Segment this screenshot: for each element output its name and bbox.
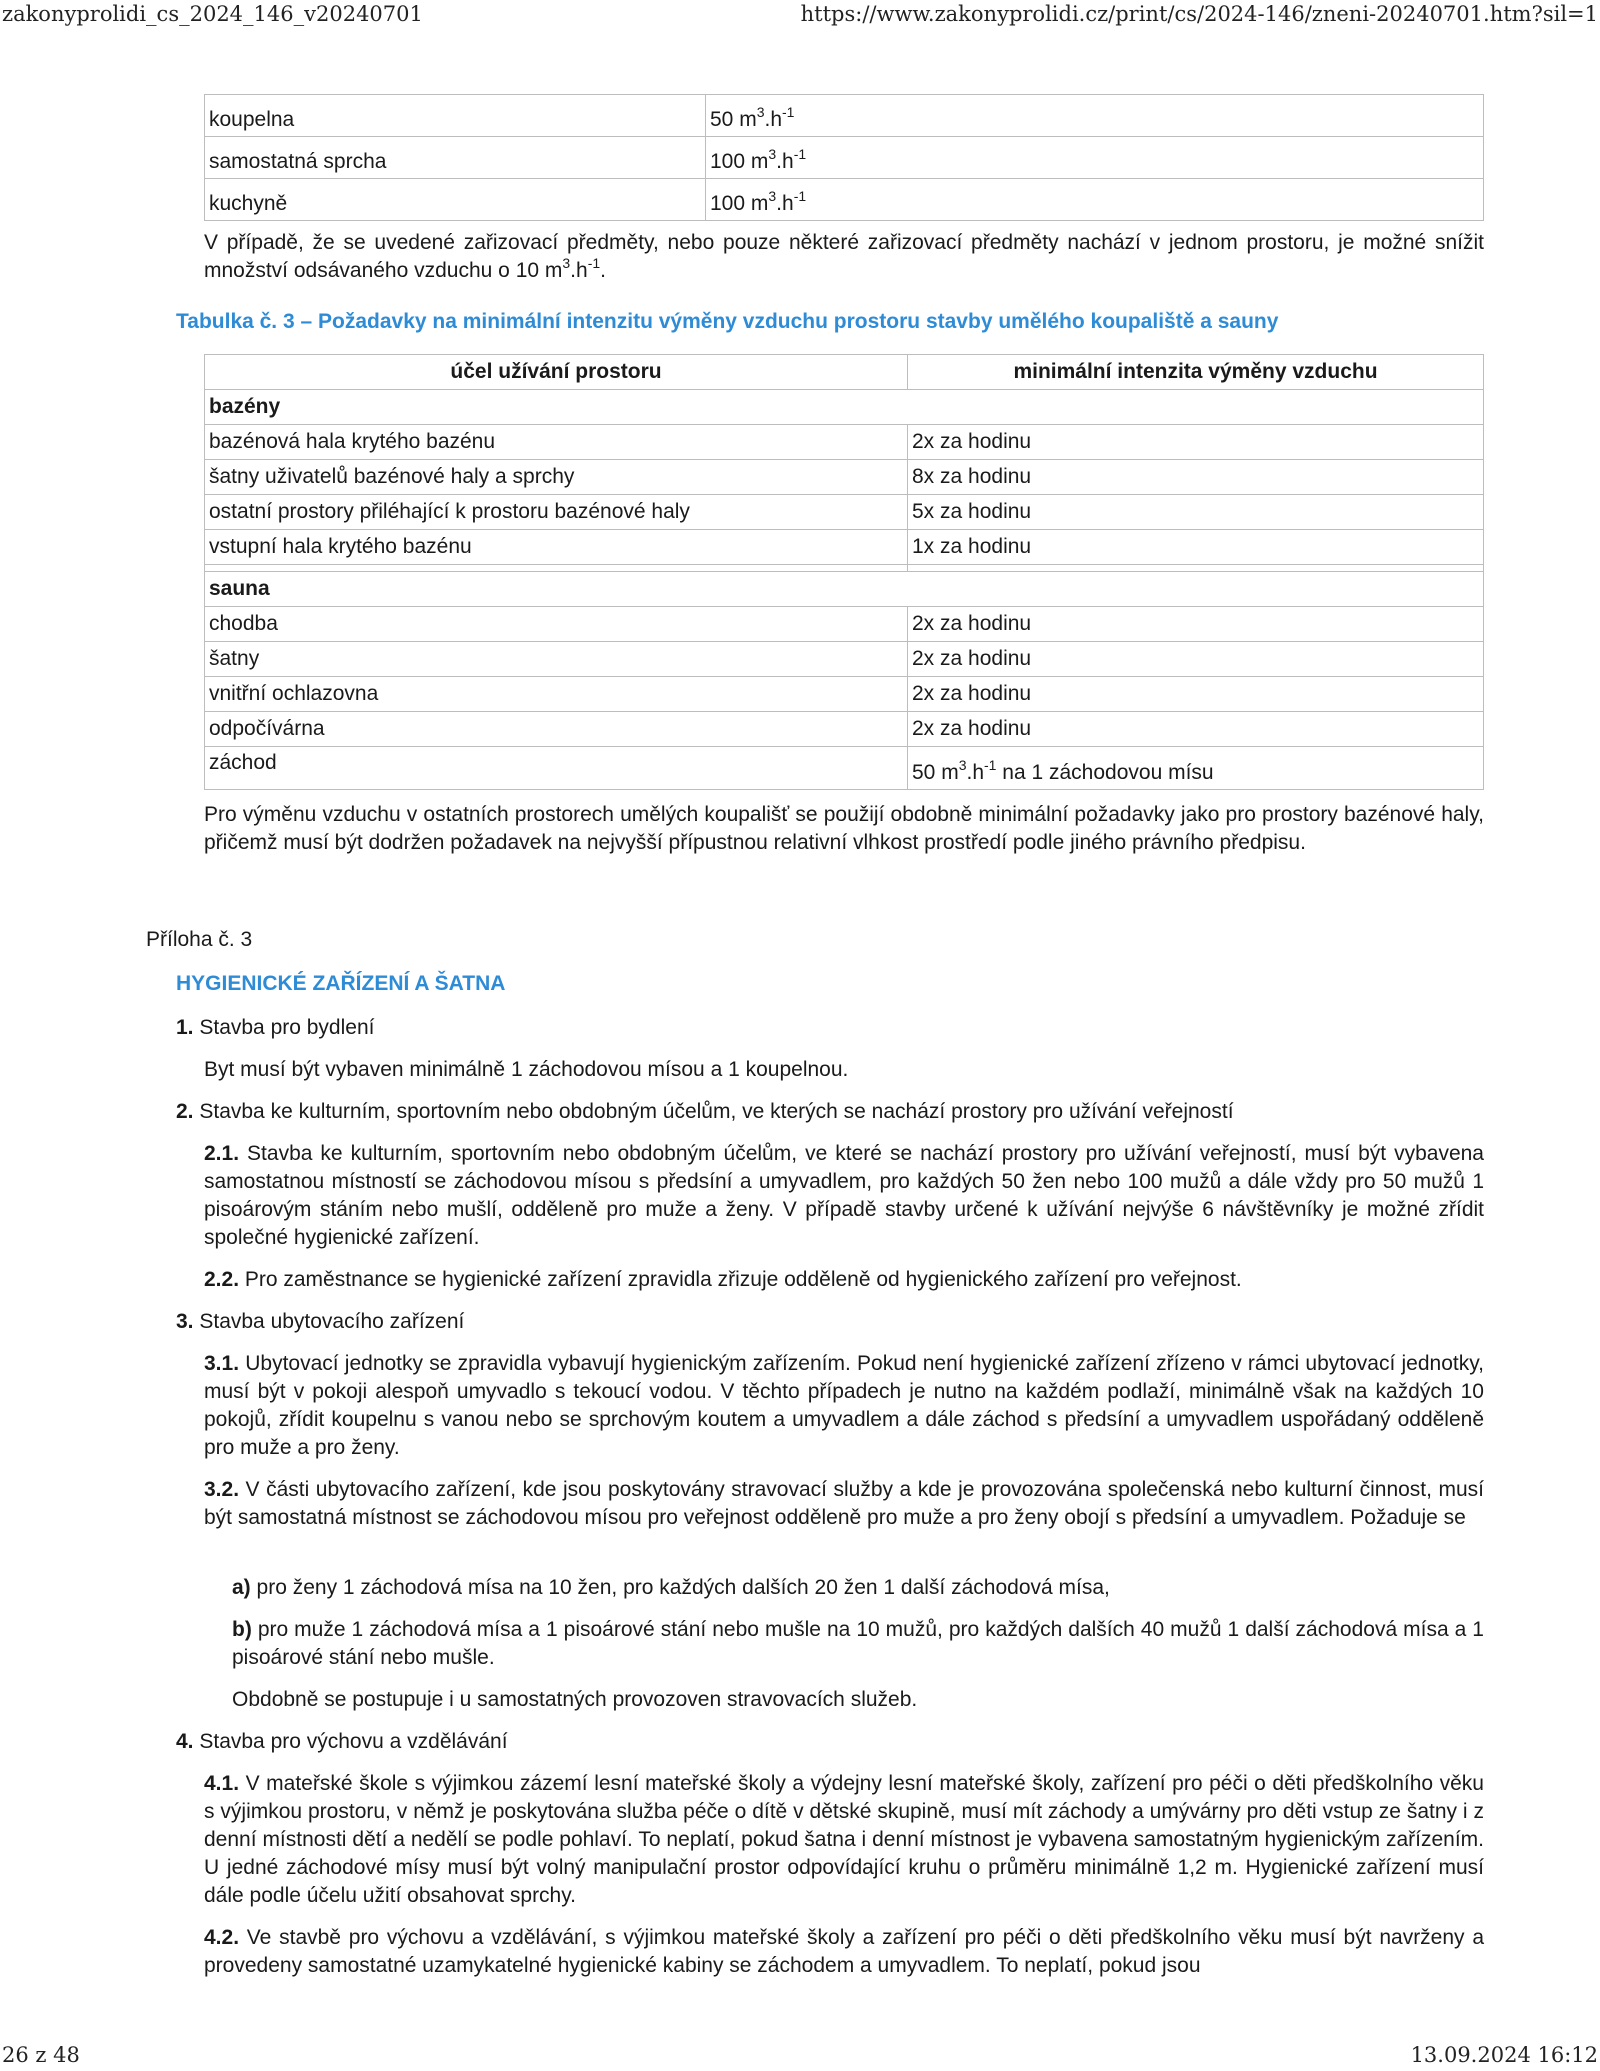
paragraph-4-2: 4.2. Ve stavbě pro výchovu a vzdělávání, s výjimkou mateřské školy a zařízení pro péči o děti předškolního věku musí být navrženy a provedeny samostatné uzamykatelné hygienické kabiny se záchodem a umyvadlem. To neplatí, pokud jsou	[204, 1926, 1484, 1977]
print-header-url: https://www.zakonyprolidi.cz/print/cs/2024-146/zneni-20240701.htm?sil=1	[800, 2, 1598, 26]
table-caption: Tabulka č. 3 – Požadavky na minimální intenzitu výměny vzduchu prostoru stavby umělého koupaliště a sauny	[176, 310, 1279, 333]
table-cell-label: koupelna	[205, 95, 706, 137]
table-cell-label: šatny	[205, 642, 908, 677]
table-cell-value: 100 $m^3.h^{-1}$	[706, 137, 1484, 179]
table-row	[205, 712, 1484, 747]
table-cell-value: 2x za hodinu	[908, 712, 1484, 747]
paragraph-4-1: 4.1. V mateřské škole s výjimkou zázemí lesní mateřské školy a výdejny lesní mateřské školy, zařízení pro péči o děti předškolního věku s výjimkou prostoru, v němž je poskytována služba péče o dítě v dětské skupině, musí mít záchody a umývárny pro děti vstup ze šatny i z denní místnosti dětí a nedělí se podle pohlaví. To neplatí, pokud šatna i denní místnost je vybavena samostatným hygienickým zařízením. U jedné záchodové mísy musí být volný manipulační prostor odpovídající kruhu o průměru minimálně 1,2 m. Hygienické zařízení musí dále podle účelu užití obsahovat sprchy.	[204, 1772, 1484, 1907]
table-cell-label: chodba	[205, 607, 908, 642]
section-4-heading: 4. Stavba pro výchovu a vzdělávání	[176, 1730, 508, 1753]
note-other-spaces: Pro výměnu vzduchu v ostatních prostorech umělých koupališť se použijí obdobně minimální požadavky jako pro prostory bazénové haly, přičemž musí být dodržen požadavek na nejvyšší přípustnou relativní vlhkost prostředí podle jiného právního předpisu.	[204, 803, 1484, 854]
section-1-heading: 1. Stavba pro bydlení	[176, 1016, 375, 1039]
table-cell-value: 2x za hodinu	[908, 642, 1484, 677]
table-cell-value: 8x za hodinu	[908, 460, 1484, 495]
table-cell-value: 1x za hodinu	[908, 530, 1484, 565]
paragraph-2-2: 2.2. Pro zaměstnance se hygienické zařízení zpravidla zřizuje odděleně od hygienického zařízení pro veřejnost.	[204, 1268, 1242, 1291]
note-reduction: V případě, že se uvedené zařizovací předměty, nebo pouze některé zařizovací předměty nachází v jednom prostoru, je možné snížit množství odsávaného vzduchu o 10 $m^3.h^{-1}$.	[204, 231, 1484, 282]
table-cell-label: kuchyně	[205, 179, 706, 221]
table-row	[205, 747, 1484, 790]
table-cell-value: 50 $m^3.h^{-1}$	[706, 95, 1484, 137]
table-cell-label: odpočívárna	[205, 712, 908, 747]
page-number: 26 z 48	[2, 2043, 80, 2067]
table-row	[205, 495, 1484, 530]
print-timestamp: 13.09.2024 16:12	[1410, 2043, 1598, 2067]
table-header-row	[205, 355, 1484, 390]
table-pool-sauna-ventilation	[204, 354, 1484, 790]
table-cell-label: záchod	[205, 747, 908, 790]
table-spacer-row	[205, 565, 1484, 572]
table-cell-label: vstupní hala krytého bazénu	[205, 530, 908, 565]
table-group-row	[205, 572, 1484, 607]
spacer-cell	[908, 565, 1484, 572]
table-cell-value: 2x za hodinu	[908, 677, 1484, 712]
paragraph-3-tail: Obdobně se postupuje i u samostatných provozoven stravovacích služeb.	[232, 1688, 918, 1711]
table-cell-value: 5x za hodinu	[908, 495, 1484, 530]
print-header-filename: zakonyprolidi_cs_2024_146_v20240701	[2, 2, 423, 26]
table-row	[205, 642, 1484, 677]
table-row	[205, 530, 1484, 565]
item-a: a) pro ženy 1 záchodová mísa na 10 žen, pro každých dalších 20 žen 1 další záchodová mísa,	[232, 1576, 1110, 1599]
table-row	[205, 425, 1484, 460]
table-cell-label: šatny uživatelů bazénové haly a sprchy	[205, 460, 908, 495]
section-2-heading: 2. Stavba ke kulturním, sportovním nebo obdobným účelům, ve kterých se nachází prostory pro užívání veřejností	[176, 1100, 1234, 1123]
table-cell-label: ostatní prostory přiléhající k prostoru bazénové haly	[205, 495, 908, 530]
table-group-row	[205, 390, 1484, 425]
table-cell-label: samostatná sprcha	[205, 137, 706, 179]
table-row	[205, 607, 1484, 642]
paragraph-3-1: 3.1. Ubytovací jednotky se zpravidla vybavují hygienickým zařízením. Pokud není hygienické zařízení zřízeno v rámci ubytovací jednotky, musí být v pokoji alespoň umyvadlo s tekoucí vodou. V těchto případech je nutno na každém podlaží, minimálně však na každých 10 pokojů, zřídit koupelnu s vanou nebo se sprchovým koutem a umyvadlem a dále záchod s předsíní a umyvadlem uspořádaný odděleně pro muže a pro ženy.	[204, 1352, 1484, 1459]
paragraph-3-2: 3.2. V části ubytovacího zařízení, kde jsou poskytovány stravovací služby a kde je provozována společenská nebo kulturní činnost, musí být samostatná místnost se záchodovou mísou pro veřejnost odděleně pro muže a pro ženy obojí s předsíní a umyvadlem. Požaduje se	[204, 1478, 1484, 1529]
table-row	[205, 95, 1484, 137]
table-cell-value: 100 $m^3.h^{-1}$	[706, 179, 1484, 221]
table-row	[205, 677, 1484, 712]
group-label-sauna: sauna	[205, 572, 1484, 607]
table-row	[205, 137, 1484, 179]
table-cell-label: bazénová hala krytého bazénu	[205, 425, 908, 460]
table-cell-value: 50 $m^3.h^{-1}$ na 1 záchodovou mísu	[908, 747, 1484, 790]
table-cell-label: vnitřní ochlazovna	[205, 677, 908, 712]
column-header-intensity: minimální intenzita výměny vzduchu	[908, 355, 1484, 390]
spacer-cell	[205, 565, 908, 572]
group-label-pools: bazény	[205, 390, 1484, 425]
item-b: b) pro muže 1 záchodová mísa a 1 pisoárové stání nebo mušle na 10 mužů, pro každých dalších 40 mužů 1 další záchodová mísa a 1 pisoárové stání nebo mušle.	[232, 1618, 1484, 1669]
column-header-purpose: účel užívání prostoru	[205, 355, 908, 390]
table-cell-value: 2x za hodinu	[908, 607, 1484, 642]
table-row	[205, 460, 1484, 495]
annex-label: Příloha č. 3	[146, 928, 253, 951]
section-1-text: Byt musí být vybaven minimálně 1 záchodovou mísou a 1 koupelnou.	[204, 1058, 849, 1081]
table-row	[205, 179, 1484, 221]
table-cell-value: 2x za hodinu	[908, 425, 1484, 460]
paragraph-2-1: 2.1. Stavba ke kulturním, sportovním nebo obdobným účelům, ve které se nachází prostory pro užívání veřejností, musí být vybavena samostatnou místností se záchodovou mísou s předsíní a umyvadlem, pro každých 50 žen nebo 100 mužů a dále vždy pro 50 mužů 1 pisoárovým stáním nebo mušlí, odděleně pro muže a ženy. V případě stavby určené k užívání nejvýše 6 návštěvníky je možné zřídit společné hygienické zařízení.	[204, 1142, 1484, 1249]
ventilation-table-continued	[204, 94, 1484, 221]
annex-title: HYGIENICKÉ ZAŘÍZENÍ A ŠATNA	[176, 972, 506, 995]
section-3-heading: 3. Stavba ubytovacího zařízení	[176, 1310, 465, 1333]
